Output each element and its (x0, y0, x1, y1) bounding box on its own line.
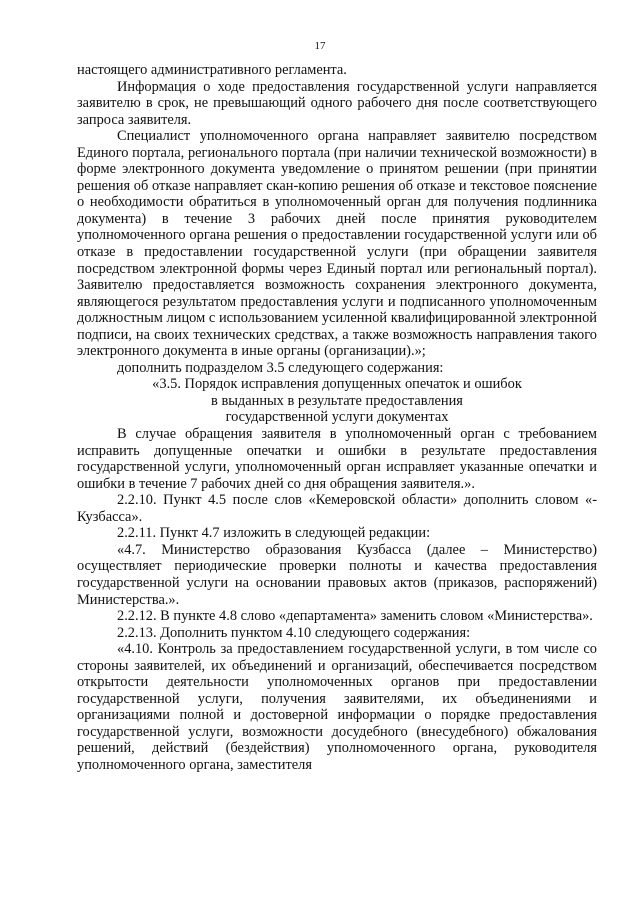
paragraph-item-2-2-13: 2.2.13. Дополнить пунктом 4.10 следующего содержания: (117, 624, 471, 641)
paragraph-item-2-2-11: 2.2.11. Пункт 4.7 изложить в следующей редакции: (117, 525, 431, 542)
paragraph-add-subsection: дополнить подразделом 3.5 следующего содержания: (117, 359, 444, 376)
document-body (77, 62, 597, 774)
paragraph-information-progress: Информация о ходе предоставления государственной услуги направляется заявителю в срок, не превышающий одного рабочего дня после соответствующего запроса заявителя. (77, 78, 597, 128)
paragraph-item-4-7: «4.7. Министерство образования Кузбасса (далее – Министерство) осуществляет периодические проверки полноты и качества предоставления государственной услуги на основании правовых актов (приказов, распоряжений) Министерства.». (77, 541, 597, 608)
subsection-heading-line-1: «3.5. Порядок исправления допущенных опечаток и ошибок (152, 376, 522, 393)
paragraph-error-correction: В случае обращения заявителя в уполномоченный орган с требованием исправить допущенные опечатки и ошибки в результате предоставления государственной услуги, уполномоченный орган исправляет указанные опечатки и ошибки в течение 7 рабочих дней со дня обращения заявителя.». (77, 426, 597, 492)
paragraph-continuation: настоящего административного регламента. (77, 62, 347, 78)
page-number: 17 (314, 40, 326, 52)
subsection-heading-line-3: государственной услуги документах (225, 409, 449, 426)
paragraph-specialist-notification: Специалист уполномоченного органа направляет заявителю посредством Единого портала, регионального портала (при наличии технической возможности) в форме электронного документа уведомление о принятом решении (при принятии решения об отказе направляет скан-копию решения об отказе и текстовое пояснение о необходимости обратиться в уполномоченный орган для получения подлинника документа) в течение 3 рабочих дней после принятия руководителем уполномоченного органа решения о предоставлении государственной услуги или об отказе в предоставлении государственной услуги (при обращении заявителя посредством электронной формы через Единый портал или региональный портал). Заявителю предоставляется возможность сохранения электронного документа, являющегося результатом предоставления услуги и подписанного уполномоченным должностным лицом с использованием усиленной квалифицированной электронной подписи, на своих технических средствах, а также возможность направления такого электронного документа в иные органы (организации).»; (77, 128, 597, 360)
paragraph-item-2-2-12: 2.2.12. В пункте 4.8 слово «департамента» заменить словом «Министерства». (117, 608, 593, 625)
subsection-heading-line-2: в выданных в результате предоставления (211, 392, 463, 409)
paragraph-item-4-10: «4.10. Контроль за предоставлением государственной услуги, в том числе со стороны заявителей, их объединений и организаций, обеспечивается посредством открытости деятельности уполномоченных органов при предоставлении государственной услуги, получения заявителями, их объединениями и организациями полной и достоверной информации о порядке предоставления государственной услуги, возможности досудебного (внесудебного) обжалования решений, действий (бездействия) уполномоченного органа, руководителя уполномоченного органа, заместителя (77, 641, 597, 773)
paragraph-item-2-2-10: 2.2.10. Пункт 4.5 после слов «Кемеровской области» дополнить словом «-Кузбасса». (77, 492, 597, 525)
